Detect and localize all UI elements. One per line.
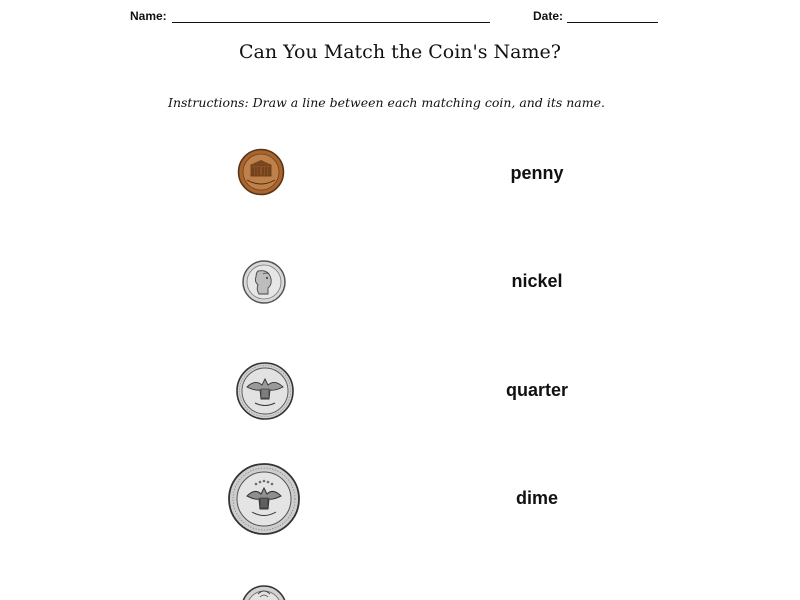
name-label: Name:	[130, 9, 167, 23]
name-blank[interactable]	[172, 22, 490, 23]
header-fields	[0, 9, 800, 27]
date-blank[interactable]	[567, 22, 658, 23]
penny-coin-icon	[237, 148, 285, 196]
coin-name-penny: penny	[510, 163, 564, 183]
quarter-coin-icon	[235, 361, 295, 421]
coin-name-nickel: nickel	[511, 271, 563, 291]
date-label: Date:	[533, 9, 564, 23]
coin-name-quarter: quarter	[505, 380, 568, 400]
dime-coin-icon	[241, 259, 287, 305]
coin-name-dime: dime	[515, 488, 558, 508]
instructions-text: Instructions: Draw a line between each matching coin, and its name.	[168, 95, 605, 110]
partial-coin-icon	[240, 584, 288, 600]
page-title: Can You Match the Coin's Name?	[239, 41, 561, 63]
half-dollar-coin-icon	[227, 462, 301, 536]
